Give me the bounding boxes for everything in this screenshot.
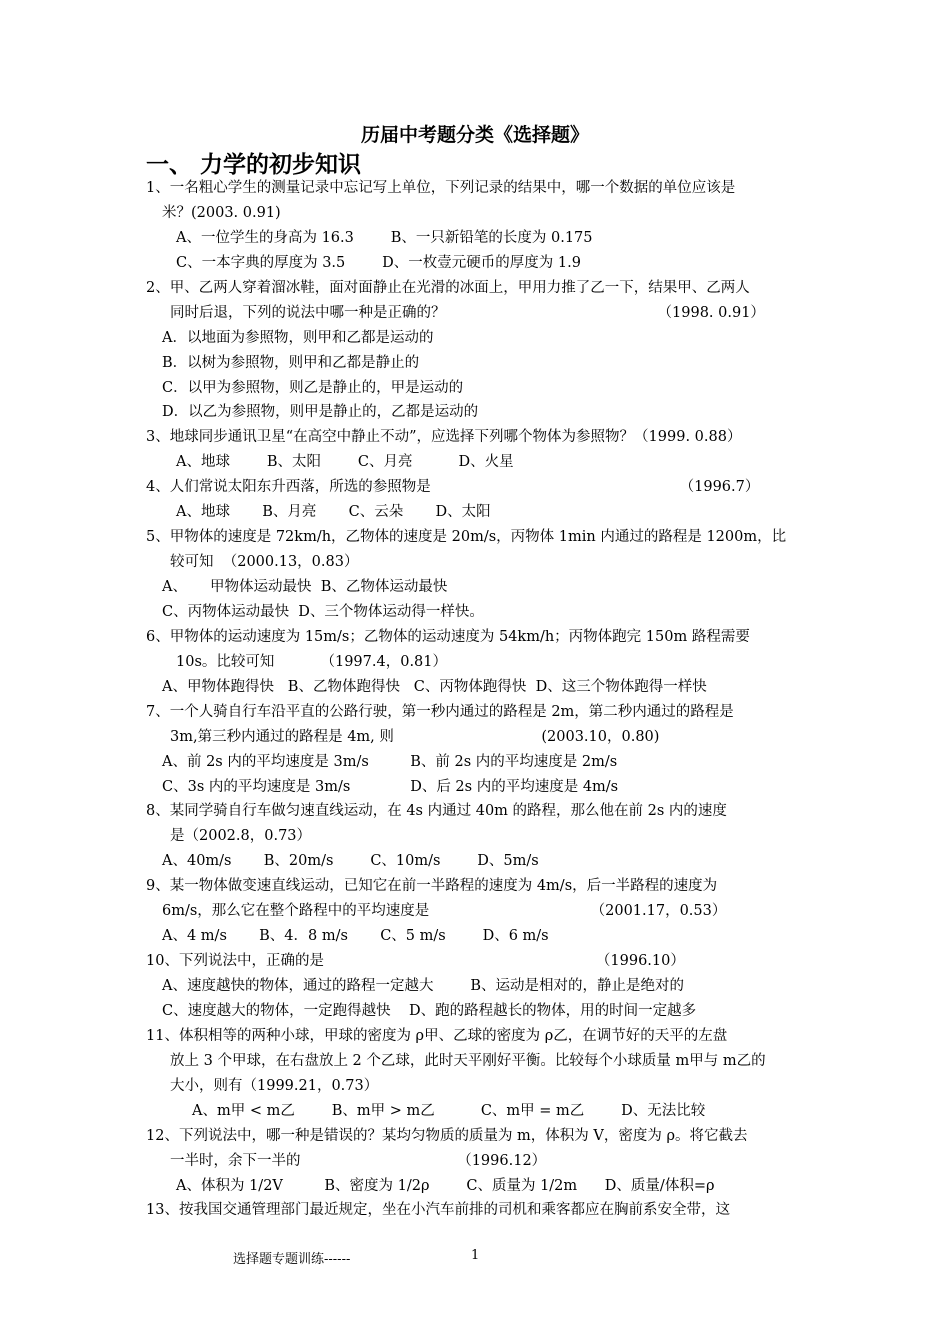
text-line-content: 11、体积相等的两种小球，甲球的密度为 ρ甲、乙球的密度为 ρ乙，在调节好的天平的左盘 — [146, 1027, 728, 1044]
page-title: 历届中考题分类《选择题》 — [360, 124, 589, 146]
text-line-content: 6、甲物体的运动速度为 15m/s；乙物体的运动速度为 54km/h；丙物体跑完 150m 路程需要 — [146, 628, 750, 645]
text-line — [146, 525, 814, 550]
page-number: 1 — [471, 1248, 480, 1263]
text-line-content: 5、甲物体的速度是 72km/h，乙物体的速度是 20m/s，丙物体 1min 内通过的路程是 1200m，比 — [146, 529, 787, 546]
text-line-content: A、4 m/s B、4．8 m/s C、5 m/s D、6 m/s — [162, 928, 549, 945]
text-line-content: 米？(2003. 0.91) — [162, 204, 281, 221]
text-line-content: C、丙物体运动最快 D、三个物体运动得一样快。 — [162, 603, 484, 620]
text-line — [146, 675, 814, 700]
text-line-content: A、地球 B、太阳 C、月亮 D、火星 — [176, 454, 514, 471]
text-line-content: A、体积为 1/2V B、密度为 1/2ρ C、质量为 1/2m D、质量/体积=ρ — [176, 1177, 715, 1194]
text-line-content: 3m,第三秒内通过的路程是 4m, 则 (2003.10，0.80) — [170, 728, 660, 745]
footer-label: 选择题专题训练------ — [233, 1252, 351, 1267]
text-line-content: 是（2002.8，0.73） — [170, 828, 312, 845]
text-line — [146, 1049, 814, 1074]
text-line-content: 12、下列说法中，哪一种是错误的？某均匀物质的质量为 m，体积为 V，密度为 ρ。将它截去 — [146, 1127, 748, 1144]
text-line-content: 放上 3 个甲球，在右盘放上 2 个乙球，此时天平刚好平衡。比较每个小球质量 m甲与 m乙的 — [170, 1052, 766, 1069]
text-line — [146, 1174, 814, 1199]
text-line — [146, 201, 814, 226]
text-line — [146, 475, 814, 500]
text-line — [146, 700, 814, 725]
text-line — [146, 301, 814, 326]
text-line — [146, 176, 814, 201]
text-line-content: 10、下列说法中，正确的是 （1996.10） — [146, 953, 685, 970]
text-line — [146, 276, 814, 301]
text-line — [146, 1198, 814, 1223]
text-line — [146, 1124, 814, 1149]
text-line — [146, 1099, 814, 1124]
text-line — [146, 550, 814, 575]
text-line — [146, 450, 814, 475]
text-line-content: 7、一个人骑自行车沿平直的公路行驶，第一秒内通过的路程是 2m，第二秒内通过的路程是 — [146, 703, 734, 720]
text-line — [146, 775, 814, 800]
text-line — [146, 625, 814, 650]
text-line — [146, 974, 814, 999]
text-line-content: 13、按我国交通管理部门最近规定，坐在小汽车前排的司机和乘客都应在胸前系安全带，这 — [146, 1202, 730, 1219]
text-line — [146, 376, 814, 401]
text-line — [146, 1149, 814, 1174]
text-line-content: A、速度越快的物体，通过的路程一定越大 B、运动是相对的，静止是绝对的 — [162, 978, 684, 994]
text-line-content: 一半时，余下一半的 （1996.12） — [170, 1152, 547, 1169]
section-heading: 一、 力学的初步知识 — [146, 152, 362, 178]
text-line — [146, 251, 814, 276]
text-line — [146, 400, 814, 425]
text-line — [146, 226, 814, 251]
text-line — [146, 999, 814, 1024]
text-line — [146, 1024, 814, 1049]
text-line-content: C、一本字典的厚度为 3.5 D、一枚壹元硬币的厚度为 1.9 — [176, 254, 581, 271]
text-line-content: A．以地面为参照物，则甲和乙都是运动的 — [162, 329, 434, 346]
text-line-content: 6m/s，那么它在整个路程中的平均速度是 （2001.17，0.53） — [162, 903, 727, 920]
text-line — [146, 1074, 814, 1099]
text-line — [146, 949, 814, 974]
text-line-content: C、速度越大的物体，一定跑得越快 D、跑的路程越长的物体，用的时间一定越多 — [162, 1002, 697, 1019]
text-line-content: A、40m/s B、20m/s C、10m/s D、5m/s — [162, 853, 539, 870]
text-line — [146, 326, 814, 351]
text-line-content: 大小，则有（1999.21，0.73） — [170, 1077, 379, 1094]
text-line-content: A、前 2s 内的平均速度是 3m/s B、前 2s 内的平均速度是 2m/s — [162, 753, 618, 770]
text-line — [146, 725, 814, 750]
text-line — [146, 899, 814, 924]
text-line-content: D．以乙为参照物，则甲是静止的，乙都是运动的 — [162, 404, 479, 421]
text-line-content: 8、某同学骑自行车做匀速直线运动，在 4s 内通过 40m 的路程，那么他在前 2s 内的速度 — [146, 803, 727, 820]
text-line-content: 4、人们常说太阳东升西落，所选的参照物是 （1996.7） — [146, 479, 760, 496]
text-line — [146, 500, 814, 525]
text-line — [146, 600, 814, 625]
text-line-content: A、 甲物体运动最快 B、乙物体运动最快 — [162, 579, 448, 595]
text-line — [146, 924, 814, 949]
text-line — [146, 824, 814, 849]
text-line-content: 10s。比较可知 （1997.4，0.81） — [176, 653, 448, 670]
text-line — [146, 799, 814, 824]
text-line — [146, 351, 814, 376]
text-line-content: C．以甲为参照物，则乙是静止的，甲是运动的 — [162, 379, 464, 396]
text-line-content: A、甲物体跑得快 B、乙物体跑得快 C、丙物体跑得快 D、这三个物体跑得一样快 — [162, 678, 707, 695]
text-line — [146, 849, 814, 874]
text-line-content: 2、甲、乙两人穿着溜冰鞋，面对面静止在光滑的冰面上，甲用力推了乙一下，结果甲、乙两人 — [146, 279, 750, 296]
text-line-content: C、3s 内的平均速度是 3m/s D、后 2s 内的平均速度是 4m/s — [162, 778, 619, 795]
text-line-content: 1、一名粗心学生的测量记录中忘记写上单位，下列记录的结果中，哪一个数据的单位应该是 — [146, 180, 736, 196]
text-line — [146, 650, 814, 675]
text-line-content: A、地球 B、月亮 C、云朵 D、太阳 — [176, 504, 491, 521]
text-line — [146, 425, 814, 450]
text-line-content: 9、某一物体做变速直线运动，已知它在前一半路程的速度为 4m/s，后一半路程的速度为 — [146, 878, 718, 895]
question-body — [146, 176, 814, 1223]
text-line-content: B．以树为参照物，则甲和乙都是静止的 — [162, 354, 420, 371]
text-line — [146, 575, 814, 600]
text-line — [146, 750, 814, 775]
text-line-content: A、一位学生的身高为 16.3 B、一只新铅笔的长度为 0.175 — [176, 229, 593, 246]
text-line-content: 同时后退，下列的说法中哪一种是正确的？ （1998. 0.91） — [170, 304, 765, 321]
text-line-content: 较可知 （2000.13，0.83） — [170, 554, 359, 571]
text-line-content: A、m甲 < m乙 B、m甲 > m乙 C、m甲 = m乙 D、无法比较 — [192, 1102, 706, 1119]
text-line — [146, 874, 814, 899]
text-line-content: 3、地球同步通讯卫星“在高空中静止不动”，应选择下列哪个物体为参照物？（1999. 0.88） — [146, 429, 742, 446]
